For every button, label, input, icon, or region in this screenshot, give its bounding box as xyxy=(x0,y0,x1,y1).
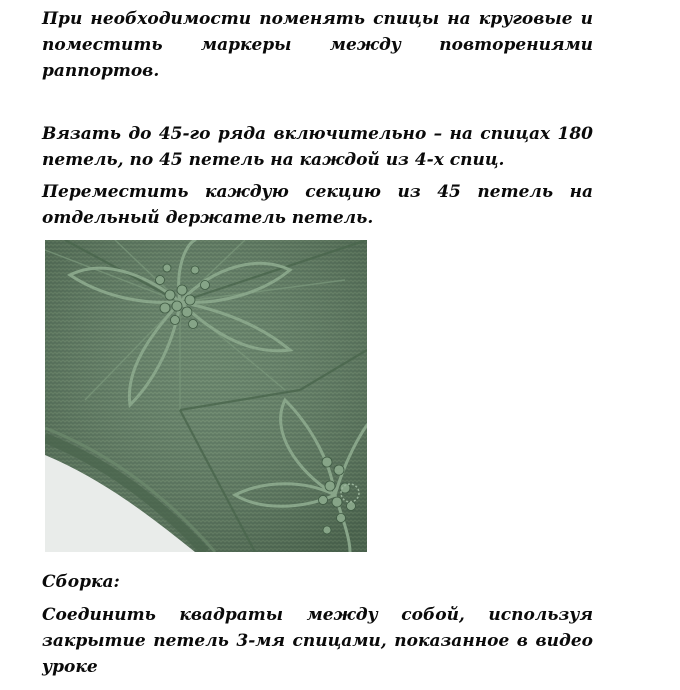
knitted-square-illustration xyxy=(45,240,367,552)
instruction-paragraph-assembly: Соединить квадраты между собой, используя закрытие петель 3-мя спицами, показанное в видео уроке xyxy=(42,605,593,677)
assembly-heading: Сборка: xyxy=(42,572,120,592)
instruction-paragraph-1: При необходимости поменять спицы на круговые и поместить маркеры между повторениями раппортов. xyxy=(42,9,593,81)
instruction-paragraph-3: Переместить каждую секцию из 45 петель на отдельный держатель петель. xyxy=(42,182,593,228)
instruction-paragraph-2: Вязать до 45-го ряда включительно – на спицах 180 петель, по 45 петель на каждой из 4-х спиц. xyxy=(42,124,593,170)
knitted-square-photo xyxy=(45,240,367,552)
